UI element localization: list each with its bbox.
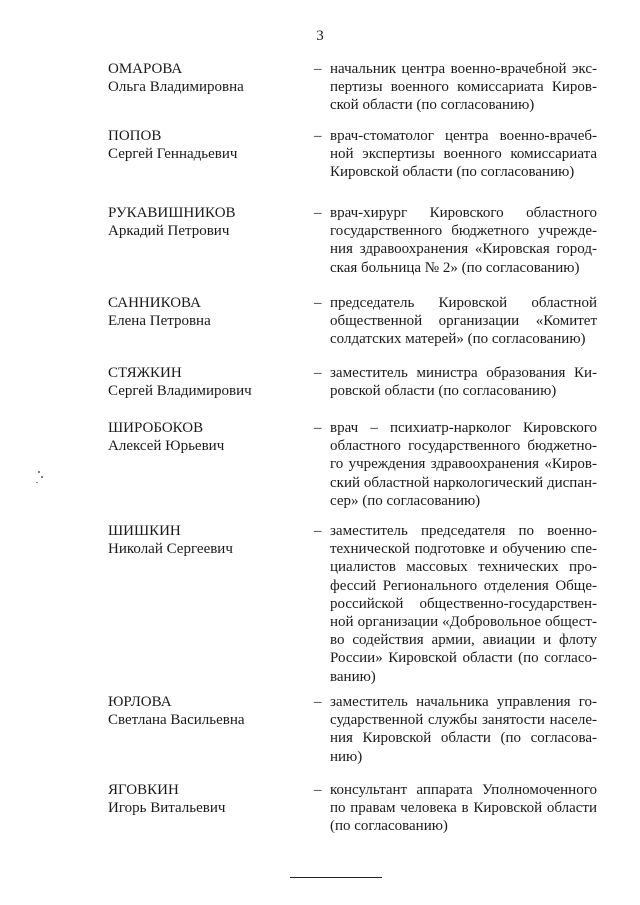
member-position [330, 294, 597, 349]
position-line: Кировской области (по согласованию) [330, 164, 575, 181]
closing-rule [290, 877, 382, 878]
position-line: консультант аппарата Уполномоченного [330, 782, 597, 798]
position-line: ский областной наркологический диспан- [330, 474, 597, 491]
member-surname: САННИКОВА [108, 295, 201, 311]
member-surname: ПОПОВ [108, 128, 162, 144]
member-name [108, 294, 308, 330]
member-given-names: Алексей Юрьевич [108, 438, 225, 455]
member-surname: ОМАРОВА [108, 61, 183, 77]
position-line: российской общественно-государствен- [330, 595, 597, 612]
member-position [330, 693, 597, 766]
position-line: сер» (по согласованию) [330, 492, 481, 509]
member-given-names: Игорь Витальевич [108, 800, 226, 817]
member-name [108, 127, 308, 163]
member-surname: ШИШКИН [108, 523, 181, 539]
member-name [108, 60, 308, 96]
member-position [330, 60, 597, 115]
member-position [330, 781, 597, 836]
position-line: технической подготовке и обучению спе- [330, 541, 597, 558]
position-line: общественной организации «Комитет [330, 313, 597, 330]
scan-speck [38, 471, 40, 473]
member-surname: ЮРЛОВА [108, 694, 172, 710]
member-surname: РУКАВИШНИКОВ [108, 205, 236, 221]
position-line: государственного бюджетного учрежде- [330, 223, 597, 240]
member-given-names: Светлана Васильевна [108, 712, 245, 729]
member-name [108, 693, 308, 729]
position-line: ния Кировской области (по согласова- [330, 730, 597, 747]
position-line: солдатских матерей» (по согласованию) [330, 331, 586, 348]
position-line: ровской области (по согласованию) [330, 383, 557, 400]
dash-separator: – [314, 782, 322, 798]
member-name [108, 419, 308, 455]
member-position [330, 127, 597, 182]
member-name [108, 781, 308, 817]
member-given-names: Ольга Владимировна [108, 79, 244, 96]
position-line: (по согласованию) [330, 818, 448, 835]
dash-separator: – [314, 523, 322, 539]
member-given-names: Аркадий Петрович [108, 223, 230, 240]
position-line: ской области (по согласованию) [330, 97, 535, 114]
position-line: заместитель начальника управления го- [330, 694, 597, 710]
position-line: нию) [330, 748, 363, 765]
position-line: фессий Регионального отделения Обще- [330, 577, 597, 594]
position-line: заместитель министра образования Ки- [330, 365, 597, 381]
member-surname: ШИРОБОКОВ [108, 420, 204, 436]
dash-separator: – [314, 694, 322, 710]
position-line: России» Кировской области (по согласо- [330, 650, 597, 667]
member-position [330, 364, 597, 400]
position-line: ной организации «Добровольное общест- [330, 614, 597, 631]
dash-separator: – [314, 128, 322, 144]
scan-speck [41, 476, 43, 478]
member-given-names: Николай Сергеевич [108, 541, 233, 558]
member-position [330, 522, 597, 686]
member-position [330, 419, 597, 510]
member-surname: СТЯЖКИН [108, 365, 182, 381]
position-line: заместитель председателя по военно- [330, 523, 597, 539]
position-line: председатель Кировской областной [330, 295, 597, 311]
position-line: во содействия армии, авиации и флоту [330, 632, 597, 649]
position-line: ной экспертизы военного комиссариата [330, 146, 597, 163]
position-line: врач-хирург Кировского областного [330, 205, 597, 221]
member-name [108, 204, 308, 240]
position-line: сударственной службы занятости населе- [330, 712, 597, 729]
dash-separator: – [314, 295, 322, 311]
position-line: циалистов массовых технических про- [330, 559, 597, 576]
scan-speck [36, 482, 38, 483]
member-surname: ЯГОВКИН [108, 782, 179, 798]
member-position [330, 204, 597, 277]
page-number: 3 [316, 28, 324, 44]
dash-separator: – [314, 365, 322, 381]
position-line: врач-стоматолог центра военно-врачеб- [330, 128, 597, 144]
member-name [108, 364, 308, 400]
member-given-names: Сергей Владимирович [108, 383, 252, 400]
position-line: по правам человека в Кировской области [330, 800, 597, 817]
position-line: врач – психиатр-нарколог Кировского [330, 420, 597, 436]
member-name [108, 522, 308, 558]
position-line: ванию) [330, 668, 376, 685]
position-line: областного государственного бюджетно- [330, 438, 597, 455]
position-line: ская больница № 2» (по согласованию) [330, 259, 580, 276]
dash-separator: – [314, 61, 322, 77]
member-given-names: Елена Петровна [108, 313, 211, 330]
dash-separator: – [314, 420, 322, 436]
member-given-names: Сергей Геннадьевич [108, 146, 238, 163]
position-line: ния здравоохранения «Кировская город- [330, 241, 597, 258]
position-line: го учреждения здравоохранения «Киров- [330, 456, 597, 473]
position-line: начальник центра военно-врачебной экс- [330, 61, 597, 77]
position-line: пертизы военного комиссариата Киров- [330, 79, 597, 96]
dash-separator: – [314, 205, 322, 221]
